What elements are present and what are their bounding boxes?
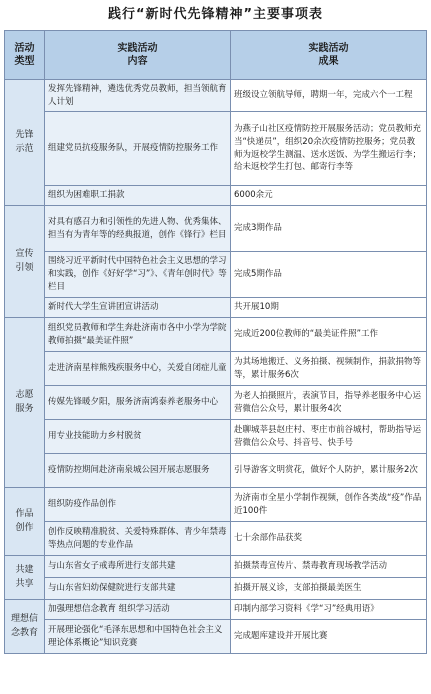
table-row	[5, 420, 427, 454]
result-cell: 完成题库建设并开展比赛	[231, 620, 427, 654]
table-row	[5, 386, 427, 420]
activity-cell: 走进济南星梓熊残疾服务中心，关爱自闭症儿童	[45, 352, 231, 386]
activity-cell: 发挥先锋精神，遴选优秀党员教师，担当领航育人计划	[45, 80, 231, 112]
category-cell: 共建 共享	[5, 556, 45, 600]
activity-cell: 疫情防控期间赴济南泉城公园开展志愿服务	[45, 454, 231, 488]
result-cell: 完成5期作品	[231, 252, 427, 298]
table-row	[5, 600, 427, 620]
table-row	[5, 206, 427, 252]
result-cell: 班级设立领航导师，聘期一年，完成六个一工程	[231, 80, 427, 112]
activity-cell: 组织为困难职工捐款	[45, 186, 231, 206]
result-cell: 为燕子山社区疫情防控开展服务活动；党员教师充当“快递员”，组织20余次疫情防控服务；党员教师为返校学生测温、送水送饭、为学生搬运行李；给未返校学生打包、邮寄行李等	[231, 112, 427, 186]
activity-cell: 传媒先锋暖夕阳，服务济南鸿泰养老服务中心	[45, 386, 231, 420]
table-row	[5, 80, 427, 112]
header-activity: 实践活动 内容	[45, 31, 231, 80]
activity-cell: 创作反映精准脱贫、关爱特殊群体、青少年禁毒等热点问题的专业作品	[45, 522, 231, 556]
table-row	[5, 620, 427, 654]
activity-cell: 开展理论强化“毛泽东思想和中国特色社会主义理论体系概论”知识竞赛	[45, 620, 231, 654]
events-table	[4, 30, 427, 654]
result-cell: 七十余部作品获奖	[231, 522, 427, 556]
activity-cell: 加强理想信念教育 组织学习活动	[45, 600, 231, 620]
activity-cell: 用专业技能助力乡村脱贫	[45, 420, 231, 454]
activity-cell: 组建党员抗疫服务队，开展疫情防控服务工作	[45, 112, 231, 186]
table-row	[5, 318, 427, 352]
result-cell: 赴聊城莘县赵庄村、枣庄市前谷城村，帮助指导运营微信公众号、抖音号、快手号	[231, 420, 427, 454]
table-row	[5, 488, 427, 522]
category-cell: 志愿 服务	[5, 318, 45, 488]
result-cell: 为济南市全星小学制作视频，创作各类战“疫”作品近100件	[231, 488, 427, 522]
activity-cell: 与山东省妇幼保健院进行支部共建	[45, 578, 231, 600]
header-result: 实践活动 成果	[231, 31, 427, 80]
table-row	[5, 556, 427, 578]
table-row	[5, 454, 427, 488]
result-cell: 拍摄禁毒宣传片、禁毒教育现场教学活动	[231, 556, 427, 578]
activity-cell: 与山东省女子戒毒所进行支部共建	[45, 556, 231, 578]
page-title: 践行“新时代先锋精神”主要事项表	[107, 7, 324, 22]
category-cell: 作品 创作	[5, 488, 45, 556]
header-category: 活动 类型	[5, 31, 45, 80]
table-header-row	[5, 31, 427, 80]
result-cell: 为其场地搬迁、义务拍摄、视频制作，捐款捐物等等，累计服务6次	[231, 352, 427, 386]
result-cell: 拍摄开展义诊，支部拍摄最美医生	[231, 578, 427, 600]
category-cell: 理想信 念教育	[5, 600, 45, 654]
table-row	[5, 578, 427, 600]
result-cell: 完成3期作品	[231, 206, 427, 252]
result-cell: 共开展10期	[231, 298, 427, 318]
activity-cell: 新时代大学生宣讲团宣讲活动	[45, 298, 231, 318]
result-cell: 引导游客文明赏花，做好个人防护，累计服务2次	[231, 454, 427, 488]
table-row	[5, 298, 427, 318]
table-row	[5, 352, 427, 386]
activity-cell: 组织防疫作品创作	[45, 488, 231, 522]
table-body	[5, 80, 427, 654]
category-cell: 宣传 引领	[5, 206, 45, 318]
result-cell: 印制内部学习资料《学“习”经典用语》	[231, 600, 427, 620]
activity-cell: 对具有感召力和引领性的先进人物、优秀集体、担当有为青年等的经典报道，创作《锋行》栏目	[45, 206, 231, 252]
category-cell: 先锋 示范	[5, 80, 45, 206]
result-cell: 为老人拍摄照片，表演节目，指导养老服务中心运营微信公众号，累计服务4次	[231, 386, 427, 420]
table-row	[5, 112, 427, 186]
table-row	[5, 522, 427, 556]
activity-cell: 组织党员教师和学生奔赴济南市各中小学为学院教师拍摄“最美证件照”	[45, 318, 231, 352]
result-cell: 完成近200位教师的“最美证件照”工作	[231, 318, 427, 352]
table-row	[5, 252, 427, 298]
table-row	[5, 186, 427, 206]
activity-cell: 围绕习近平新时代中国特色社会主义思想的学习和实践，创作《好好学“习”》、《青年创时代》等栏目	[45, 252, 231, 298]
result-cell: 6000余元	[231, 186, 427, 206]
